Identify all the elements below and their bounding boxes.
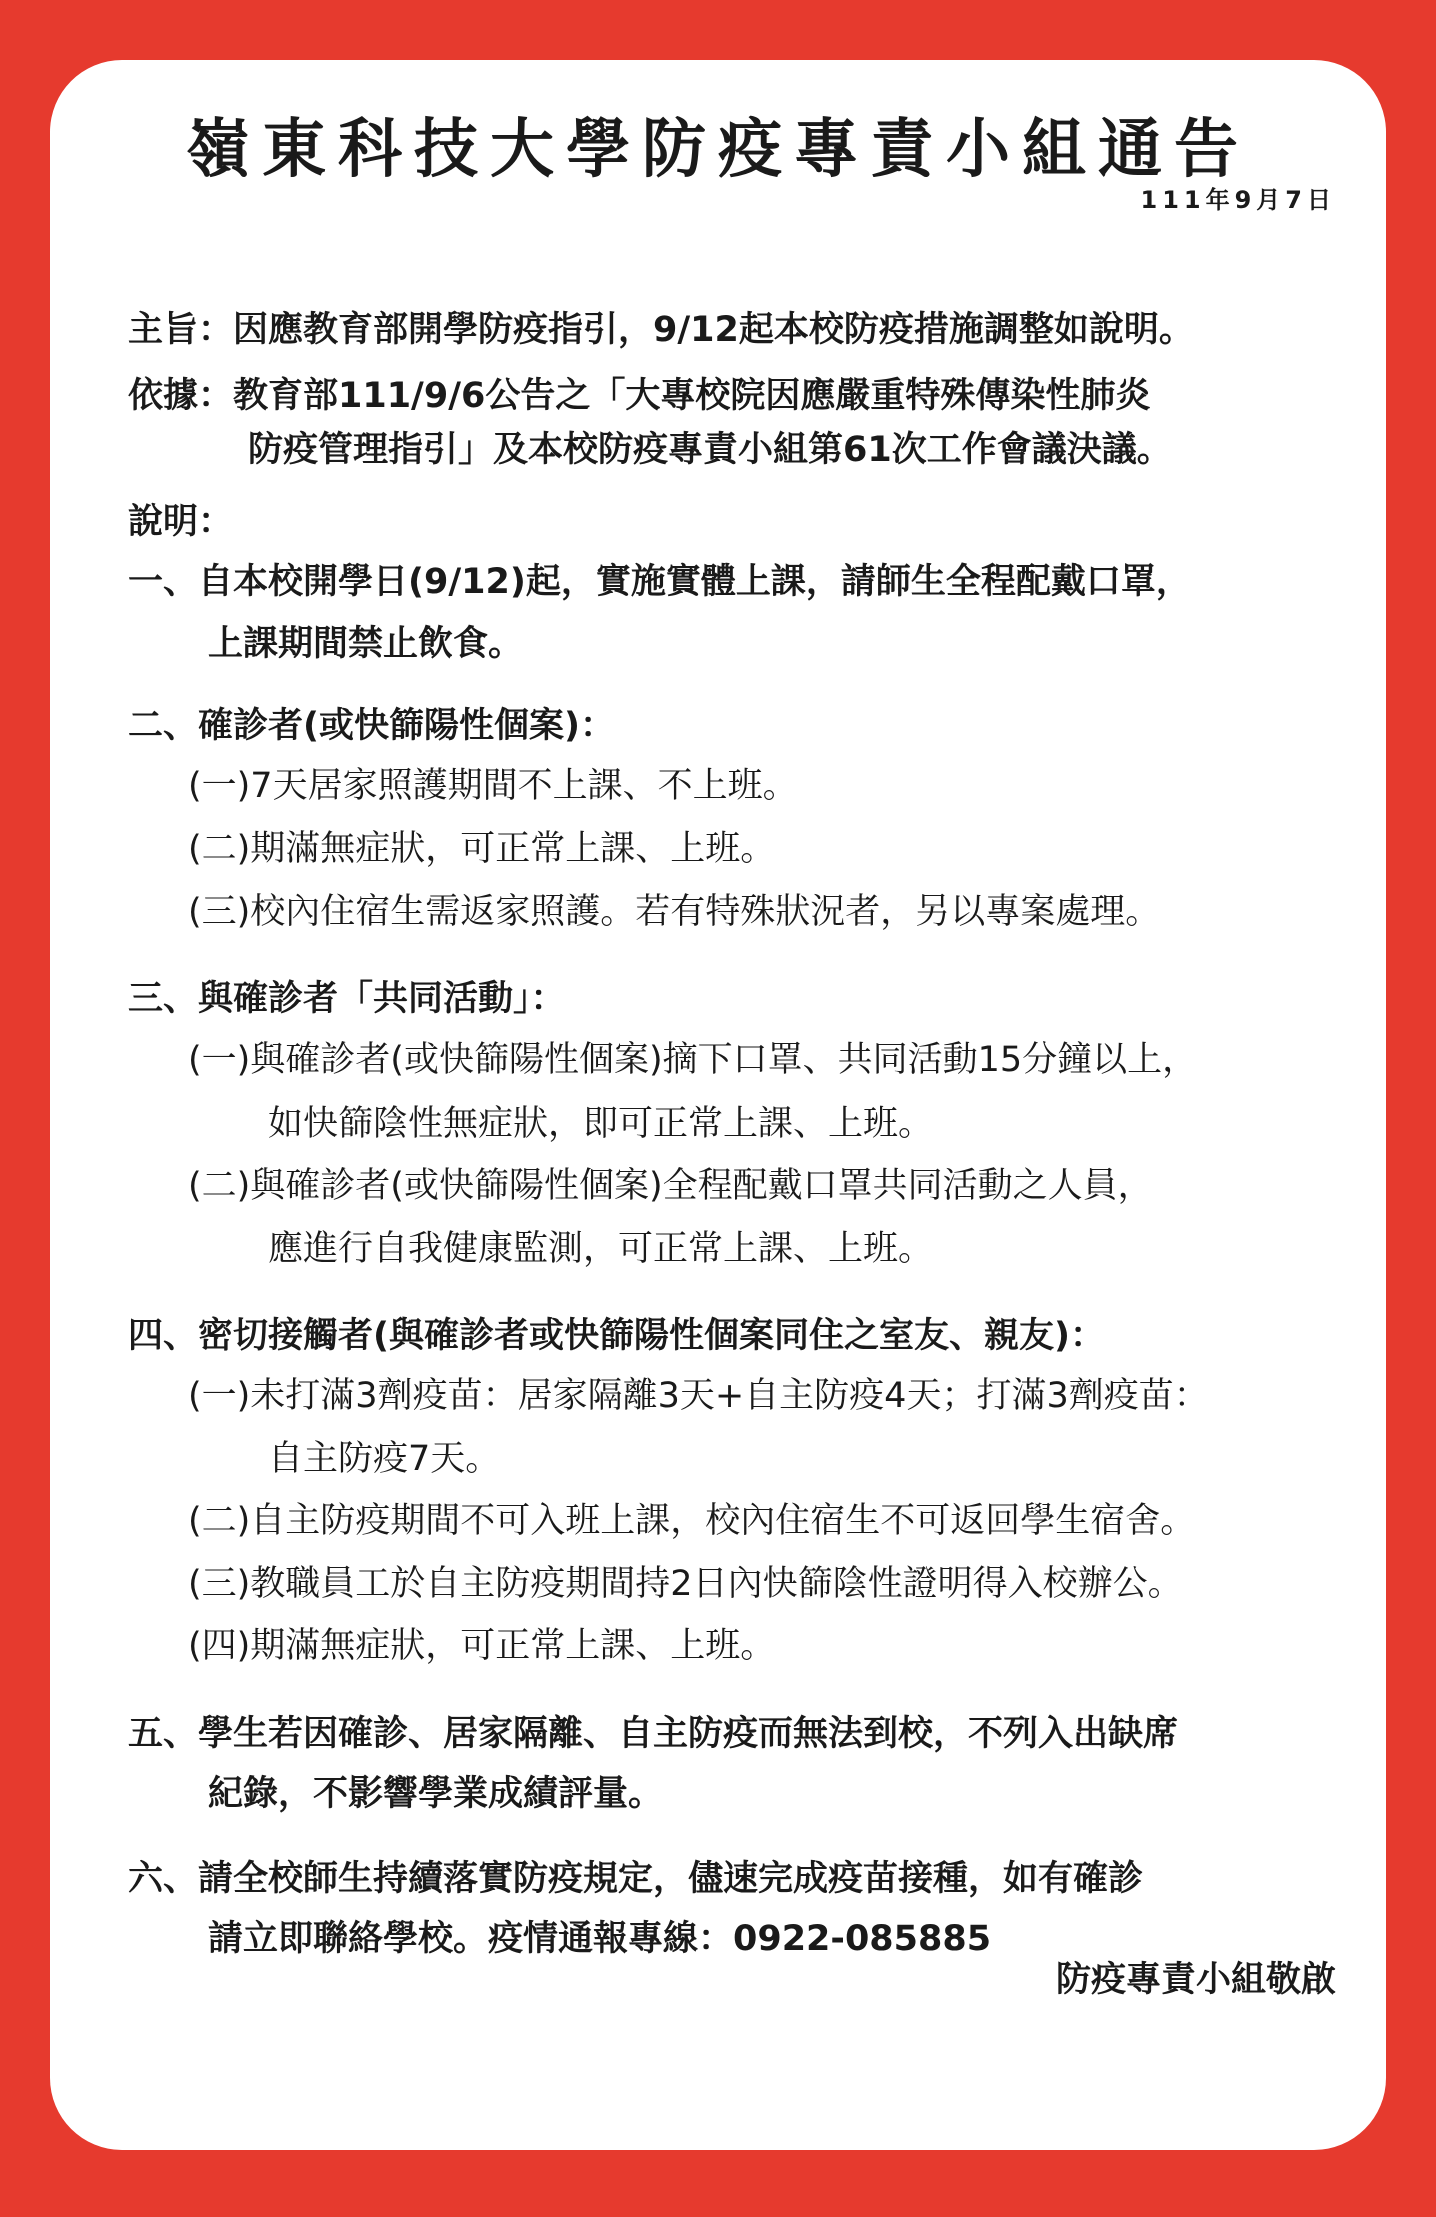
section-2-item-2: (二)期滿無症狀，可正常上課、上班。	[188, 829, 776, 869]
section-4-item-1-line-2: 自主防疫7天。	[268, 1439, 501, 1479]
section-4-item-3: (三)教職員工於自主防疫期間持2日內快篩陰性證明得入校辦公。	[188, 1564, 1183, 1604]
section-1-line-2: 上課期間禁止飲食。	[208, 624, 524, 664]
section-3-item-1-line-2: 如快篩陰性無症狀，即可正常上課、上班。	[268, 1104, 934, 1144]
section-4-item-4: (四)期滿無症狀，可正常上課、上班。	[188, 1626, 776, 1666]
explain-label: 說明：	[128, 502, 234, 542]
section-4-heading: 四、密切接觸者(與確診者或快篩陽性個案同住之室友、親友)：	[128, 1316, 1105, 1356]
subject-line: 主旨：因應教育部開學防疫指引，9/12起本校防疫措施調整如說明。	[128, 310, 1194, 350]
notice-date: 111年9月7日	[1140, 186, 1336, 214]
section-1-line-1: 一、自本校開學日(9/12)起，實施實體上課，請師生全程配戴口罩，	[128, 562, 1191, 602]
section-2-heading: 二、確診者(或快篩陽性個案)：	[128, 706, 615, 746]
section-3-item-1-line-1: (一)與確診者(或快篩陽性個案)摘下口罩、共同活動15分鐘以上，	[188, 1040, 1198, 1080]
section-3-heading: 三、與確診者「共同活動」：	[128, 979, 566, 1019]
section-5-line-2: 紀錄，不影響學業成績評量。	[208, 1774, 664, 1814]
section-6-line-1: 六、請全校師生持續落實防疫規定，儘速完成疫苗接種，如有確診	[128, 1859, 1144, 1899]
signature: 防疫專責小組敬啟	[1055, 1960, 1336, 2000]
basis-line-1: 依據：教育部111/9/6公告之「大專校院因應嚴重特殊傳染性肺炎	[128, 376, 1151, 416]
section-3-item-2-line-1: (二)與確診者(或快篩陽性個案)全程配戴口罩共同活動之人員，	[188, 1166, 1153, 1206]
section-4-item-2: (二)自主防疫期間不可入班上課，校內住宿生不可返回學生宿舍。	[188, 1501, 1196, 1541]
section-4-item-1-line-1: (一)未打滿3劑疫苗：居家隔離3天+自主防疫4天；打滿3劑疫苗：	[188, 1376, 1209, 1416]
section-2-item-1: (一)7天居家照護期間不上課、不上班。	[188, 766, 798, 806]
basis-line-2: 防疫管理指引」及本校防疫專責小組第61次工作會議決議。	[248, 430, 1172, 470]
section-6-line-2: 請立即聯絡學校。疫情通報專線：0922-085885	[208, 1919, 992, 1959]
notice-title: 嶺東科技大學防疫專責小組通告	[186, 113, 1250, 187]
section-5-line-1: 五、學生若因確診、居家隔離、自主防疫而無法到校，不列入出缺席	[128, 1714, 1179, 1754]
section-3-item-2-line-2: 應進行自我健康監測，可正常上課、上班。	[268, 1229, 934, 1269]
section-2-item-3: (三)校內住宿生需返家照護。若有特殊狀況者，另以專案處理。	[188, 892, 1161, 932]
